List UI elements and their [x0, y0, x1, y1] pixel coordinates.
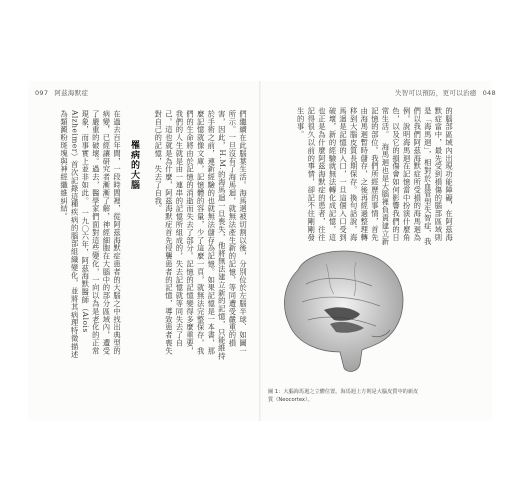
right-running-title: 失智可以預防，更可以治癒 [395, 89, 477, 97]
figure-caption: 圖 1：大腦海馬迴之立體位置。海馬迴上方則是大腦皮質中的新皮質（Neocortex）。 [268, 389, 419, 403]
page-fold [259, 81, 261, 421]
left-running-header [35, 88, 88, 97]
left-paragraph-3: 一九〇六年，阿茲海默醫師（Alois Alzheimer）首次記錄這種疾病的腦部組織變化，並將其病理特徵描述為類澱粉斑塊與神經纖維糾結。 [60, 110, 91, 359]
right-paragraph-2: 海馬迴也是大腦裡負責建立新記憶的部位。我們所經歷的事情，首先由海馬迴暫時儲存，之後再經過整理轉移到大腦皮質長期保存。換句話說，海馬迴是記憶的入口，一旦這個入口受到破壞，新的經驗就無法轉化成記憶，這也正是為什麼阿茲海默症的患者，往往記得很久以前的事情，卻記不住剛剛發生的事。 [296, 107, 391, 246]
brain-figure [268, 240, 416, 380]
section-heading: 罹病的大腦 [129, 140, 139, 190]
right-paragraph-1: 的腦部區域內出現功能障礙，在阿茲海默症當中，最先受到損傷的腦部區域則是「海馬迴」，相對於血管型失智症，我們以我們阿茲海默症所受損的海馬迴為例，說明海馬迴在記憶當中扮演什麼角色，以及它的損傷會如何影響我們的日常生活。 [381, 107, 454, 246]
left-page-body-lower [38, 110, 122, 360]
right-page-number: 048 [482, 89, 496, 97]
left-paragraph-1: 們繼續在此腦葉生活。海馬迴被切割以後，分別位於左腦半球、如圖一所示。一旦沒有了海馬迴，就無法產生新的記憶，等同遭受嚴重的損害，因此，H.M.的海馬迴一旦喪失，他將無法建立新的記憶，只能維持於手術之前，連新經驗的也就無法儲存為記憶。如果記憶是一本書，那麼記憶就像文庫，記憶體的容量，少了這麼一頁，就無法完整保存，我們的生命將由於記憶的消逝而失去了部分。記憶的記憶變得多麼重要，我們的人生就是由一連串的記憶所組成的，失去記憶就等同失去了自己。這也就是為什麼，阿茲海默症首先侵襲患者的記憶，導致患者喪失對自己的記憶，失去了自我。 [154, 110, 248, 360]
left-page-number: 097 [35, 89, 49, 97]
right-page-body [296, 107, 454, 247]
brain-illustration [268, 240, 416, 380]
left-paragraph-2: 在過去百年間，一段時間裡，從阿茲海默症患者的大腦之中找出典型的病變，已經讓研究者漸漸了解，神經細胞在大腦中的部分區域內，遭受了嚴重的破壞。過去，醫學家們面對這些變化，一向以為是老化的正常現象，而事實上並非如此。 [81, 110, 122, 355]
right-running-header [395, 88, 496, 97]
left-page-body-upper [150, 110, 248, 360]
left-running-title: 阿茲海默症 [54, 89, 89, 97]
